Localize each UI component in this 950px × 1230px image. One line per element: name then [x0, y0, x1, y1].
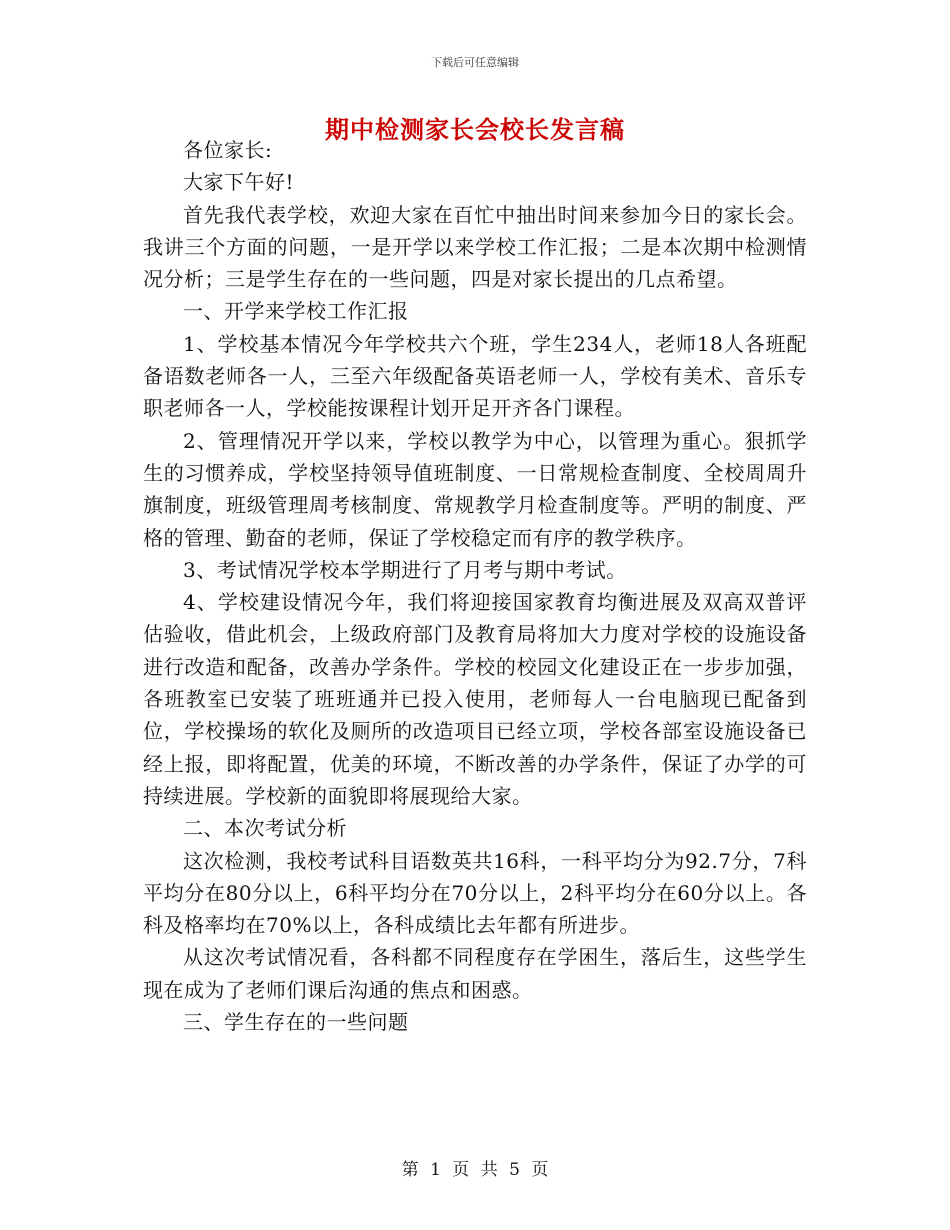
- paragraph-exam-analysis: 这次检测，我校考试科目语数英共16科，一科平均分为92.7分，7科平均分在80分以上，6科平均分在70分以上，2科平均分在60分以上。各科及格率均在70%以上，各科成绩比去年都有所进步。: [143, 848, 807, 938]
- section-heading-2: 二、本次考试分析: [183, 816, 347, 841]
- page-header-note: 下载后可任意编辑: [431, 56, 519, 69]
- paragraph-intro: 首先我代表学校，欢迎大家在百忙中抽出时间来参加今日的家长会。我讲三个方面的问题，一是开学以来学校工作汇报；二是本次期中检测情况分析；三是学生存在的一些问题，四是对家长提出的几点希望。: [143, 202, 807, 292]
- paragraph-salutation: 各位家长:: [183, 138, 273, 162]
- paragraph-greeting: 大家下午好!: [183, 170, 295, 195]
- paragraph-management: 2、管理情况开学以来，学校以教学为中心，以管理为重心。狠抓学生的习惯养成，学校坚持领导值班制度、一日常规检查制度、全校周周升旗制度，班级管理周考核制度、常规教学月检查制度等。严明的制度、严格的管理、勤奋的老师，保证了学校稳定而有序的教学秩序。: [143, 428, 807, 550]
- page-footer: 第 1 页 共 5 页: [401, 1160, 549, 1180]
- paragraph-construction: 4、学校建设情况今年，我们将迎接国家教育均衡进展及双高双普评估验收，借此机会，上级政府部门及教育局将加大力度对学校的设施设备进行改造和配备，改善办学条件。学校的校园文化建设正在一步步加强，各班教室已安装了班班通并已投入使用，老师每人一台电脑现已配备到位，学校操场的软化及厕所的改造项目已经立项，学校各部室设施设备已经上报，即将配置，优美的环境，不断改善的办学条件，保证了办学的可持续进展。学校新的面貌即将展现给大家。: [143, 590, 807, 808]
- document-title: 期中检测家长会校长发言稿: [325, 116, 625, 144]
- section-heading-3: 三、学生存在的一些问题: [183, 1010, 409, 1035]
- section-heading-1: 一、开学来学校工作汇报: [183, 299, 409, 324]
- paragraph-exams: 3、考试情况学校本学期进行了月考与期中考试。: [183, 557, 627, 582]
- paragraph-struggling-students: 从这次考试情况看，各科都不同程度存在学困生，落后生，这些学生现在成为了老师们课后沟通的焦点和困惑。: [143, 945, 807, 1002]
- paragraph-basic-info: 1、学校基本情况今年学校共六个班，学生234人，老师18人各班配备语数老师各一人，三至六年级配备英语老师一人，学校有美术、音乐专职老师各一人，学校能按课程计划开足开齐各门课程。: [143, 331, 807, 421]
- document-body: [143, 134, 807, 1038]
